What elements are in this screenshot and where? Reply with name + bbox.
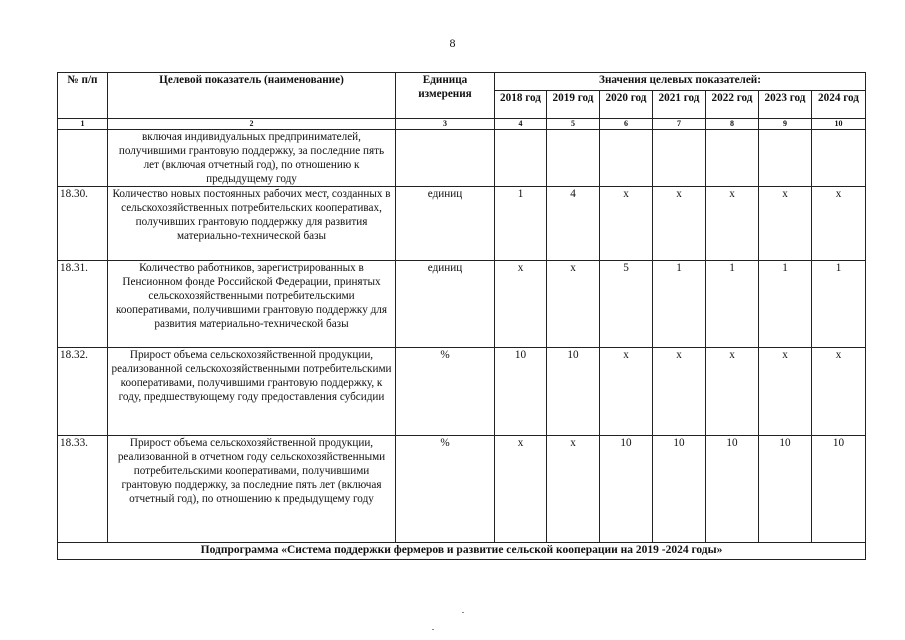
header-col-number: 8 <box>706 119 759 130</box>
header-year: 2019 год <box>547 91 600 119</box>
value-cell: x <box>759 348 812 436</box>
value-cell: 1 <box>759 261 812 348</box>
value-cell: 4 <box>547 187 600 261</box>
value-cell: 10 <box>759 436 812 543</box>
row-number: 18.30. <box>58 187 108 261</box>
header-num: № п/п <box>58 73 108 119</box>
row-number: 18.32. <box>58 348 108 436</box>
value-cell <box>547 130 600 187</box>
header-year: 2022 год <box>706 91 759 119</box>
value-cell: x <box>547 436 600 543</box>
value-cell: x <box>812 348 866 436</box>
table-row <box>58 261 866 348</box>
indicator-name: включая индивидуальных предпринимателей, получившими грантовую поддержку, за последние пять лет (включая отчетный год), по отношению к предыдущему году <box>108 130 396 187</box>
header-col-number: 4 <box>495 119 547 130</box>
value-cell <box>600 130 653 187</box>
value-cell <box>706 130 759 187</box>
value-cell: 10 <box>653 436 706 543</box>
scan-speck <box>432 629 434 630</box>
value-cell: x <box>600 348 653 436</box>
value-cell <box>653 130 706 187</box>
value-cell: 1 <box>653 261 706 348</box>
header-col-number: 6 <box>600 119 653 130</box>
subprogram-title: Подпрограмма «Система поддержки фермеров и развитие сельской кооперации на 2019 -2024 годы» <box>58 543 866 560</box>
table-row <box>58 436 866 543</box>
unit-cell: % <box>396 436 495 543</box>
value-cell: 1 <box>495 187 547 261</box>
value-cell: x <box>706 187 759 261</box>
header-year: 2020 год <box>600 91 653 119</box>
value-cell: x <box>600 187 653 261</box>
header-values-group: Значения целевых показателей: <box>495 73 866 91</box>
value-cell: x <box>812 187 866 261</box>
value-cell: x <box>706 348 759 436</box>
header-indicator: Целевой показатель (наименование) <box>108 73 396 119</box>
header-col-number: 5 <box>547 119 600 130</box>
header-unit: Единица измерения <box>396 73 495 119</box>
header-col-number: 9 <box>759 119 812 130</box>
value-cell: 1 <box>812 261 866 348</box>
scan-speck <box>462 612 464 613</box>
header-col-number: 2 <box>108 119 396 130</box>
header-year: 2018 год <box>495 91 547 119</box>
header-col-number: 3 <box>396 119 495 130</box>
row-number <box>58 130 108 187</box>
value-cell: 5 <box>600 261 653 348</box>
row-number: 18.31. <box>58 261 108 348</box>
value-cell: x <box>653 187 706 261</box>
table-row <box>58 187 866 261</box>
indicators-table <box>57 72 866 560</box>
value-cell: 10 <box>812 436 866 543</box>
indicator-name: Прирост объема сельскохозяйственной продукции, реализованной в отчетном году сельскохозяйственными потребительскими кооперативами, получившими грантовую поддержку, за последние пять лет (включая отчетный год), по отношению к предыдущему году <box>108 436 396 543</box>
header-col-number: 7 <box>653 119 706 130</box>
value-cell: 10 <box>547 348 600 436</box>
value-cell: 1 <box>706 261 759 348</box>
indicator-name: Количество новых постоянных рабочих мест, созданных в сельскохозяйственных потребительских кооперативах, получивших грантовую поддержку для развития материально-технической базы <box>108 187 396 261</box>
unit-cell: единиц <box>396 187 495 261</box>
value-cell: x <box>759 187 812 261</box>
header-year: 2023 год <box>759 91 812 119</box>
value-cell: 10 <box>495 348 547 436</box>
value-cell <box>759 130 812 187</box>
table-row <box>58 348 866 436</box>
header-col-number: 10 <box>812 119 866 130</box>
unit-cell <box>396 130 495 187</box>
value-cell: x <box>495 261 547 348</box>
indicator-name: Прирост объема сельскохозяйственной продукции, реализованной сельскохозяйственными потребительскими кооперативами, получившими грантовую поддержку, к году, предшествующему году предоставления субсидии <box>108 348 396 436</box>
indicator-name: Количество работников, зарегистрированных в Пенсионном фонде Российской Федерации, принятых сельскохозяйственными потребительскими кооперативами, получившими грантовую поддержку для развития материально-технической базы <box>108 261 396 348</box>
header-year: 2021 год <box>653 91 706 119</box>
value-cell <box>812 130 866 187</box>
value-cell <box>495 130 547 187</box>
value-cell: 10 <box>600 436 653 543</box>
header-year: 2024 год <box>812 91 866 119</box>
unit-cell: % <box>396 348 495 436</box>
row-number: 18.33. <box>58 436 108 543</box>
unit-cell: единиц <box>396 261 495 348</box>
value-cell: x <box>653 348 706 436</box>
table-row <box>58 130 866 187</box>
value-cell: x <box>547 261 600 348</box>
page-number: 8 <box>449 36 456 50</box>
header-col-number: 1 <box>58 119 108 130</box>
value-cell: x <box>495 436 547 543</box>
value-cell: 10 <box>706 436 759 543</box>
